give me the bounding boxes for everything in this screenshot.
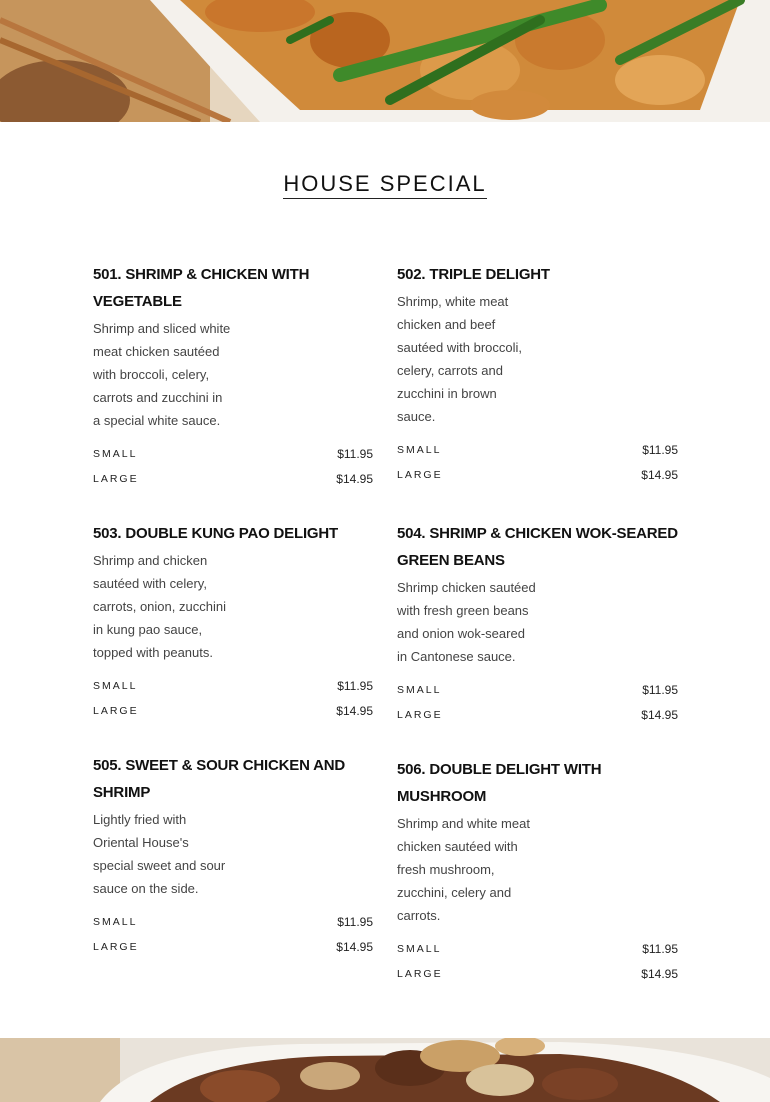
size-label-small: SMALL xyxy=(397,942,442,955)
price-small: $11.95 xyxy=(337,678,373,693)
price-row-large xyxy=(93,466,373,491)
size-label-small: SMALL xyxy=(93,447,138,460)
price-row-small xyxy=(397,437,678,462)
size-label-small: SMALL xyxy=(397,683,442,696)
price-row-large xyxy=(397,462,678,487)
price-row-large xyxy=(93,934,373,959)
price-small: $11.95 xyxy=(337,914,373,929)
price-small: $11.95 xyxy=(642,682,678,697)
item-description: Shrimp and sliced white meat chicken sautéed with broccoli, celery, carrots and zucchini in a special white sauce. xyxy=(93,321,231,428)
price-large: $14.95 xyxy=(336,703,373,718)
size-label-large: LARGE xyxy=(93,472,139,485)
section-title xyxy=(0,171,770,199)
price-large: $14.95 xyxy=(641,966,678,981)
item-description: Shrimp chicken sautéed with fresh green beans and onion wok-seared in Cantonese sauce. xyxy=(397,580,536,664)
price-row-large xyxy=(397,702,678,727)
size-label-large: LARGE xyxy=(397,967,443,980)
price-list xyxy=(397,437,678,487)
item-name: 502. TRIPLE DELIGHT xyxy=(397,266,550,283)
size-label-small: SMALL xyxy=(397,443,442,456)
price-row-small xyxy=(397,936,678,961)
price-row-small xyxy=(397,677,678,702)
item-name: 503. DOUBLE KUNG PAO DELIGHT xyxy=(93,525,338,542)
price-large: $14.95 xyxy=(336,939,373,954)
menu-item-504 xyxy=(397,520,678,727)
price-row-small xyxy=(93,909,373,934)
price-row-large xyxy=(93,698,373,723)
item-name: 506. DOUBLE DELIGHT WITH MUSHROOM xyxy=(397,761,602,805)
price-row-large xyxy=(397,961,678,986)
price-large: $14.95 xyxy=(641,467,678,482)
size-label-small: SMALL xyxy=(93,679,138,692)
item-name: 501. SHRIMP & CHICKEN WITH VEGETABLE xyxy=(93,266,310,310)
price-list xyxy=(397,936,678,986)
price-large: $14.95 xyxy=(641,707,678,722)
size-label-small: SMALL xyxy=(93,915,138,928)
bottom-food-photo xyxy=(0,1038,770,1102)
menu-item-503 xyxy=(93,520,373,723)
size-label-large: LARGE xyxy=(397,468,443,481)
price-small: $11.95 xyxy=(337,446,373,461)
price-list xyxy=(93,673,373,723)
item-name: 504. SHRIMP & CHICKEN WOK-SEARED GREEN BEANS xyxy=(397,525,678,569)
size-label-large: LARGE xyxy=(93,704,139,717)
item-description: Shrimp and chicken sautéed with celery, carrots, onion, zucchini in kung pao sauce, topped with peanuts. xyxy=(93,553,226,660)
price-list xyxy=(397,677,678,727)
price-small: $11.95 xyxy=(642,941,678,956)
price-row-small xyxy=(93,673,373,698)
item-description: Shrimp and white meat chicken sautéed with fresh mushroom, zucchini, celery and carrots. xyxy=(397,816,530,923)
price-row-small xyxy=(93,441,373,466)
menu-item-505 xyxy=(93,752,373,959)
size-label-large: LARGE xyxy=(397,708,443,721)
top-food-photo xyxy=(0,0,770,122)
menu-item-501 xyxy=(93,261,373,491)
menu-item-506 xyxy=(397,756,678,986)
price-small: $11.95 xyxy=(642,442,678,457)
item-description: Lightly fried with Oriental House's special sweet and sour sauce on the side. xyxy=(93,812,226,896)
item-name: 505. SWEET & SOUR CHICKEN AND SHRIMP xyxy=(93,757,346,801)
price-list xyxy=(93,909,373,959)
menu-item-502 xyxy=(397,261,678,487)
item-description: Shrimp, white meat chicken and beef sautéed with broccoli, celery, carrots and zucchini in brown sauce. xyxy=(397,294,523,424)
price-large: $14.95 xyxy=(336,471,373,486)
price-list xyxy=(93,441,373,491)
size-label-large: LARGE xyxy=(93,940,139,953)
section-title-text: HOUSE SPECIAL xyxy=(283,171,486,199)
